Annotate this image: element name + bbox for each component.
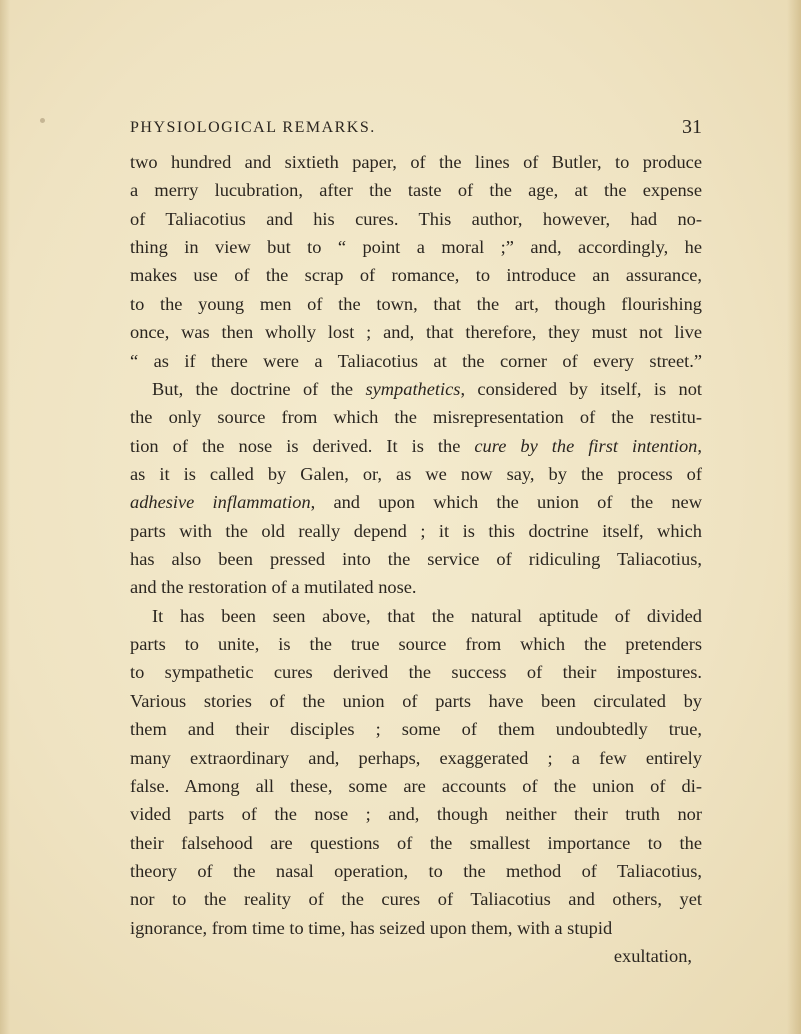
text-run: But, the doctrine of the (152, 378, 366, 399)
text-run: two hundred and sixtieth paper, of the lines of Butler, to produce (130, 152, 702, 172)
text-run: once, was then wholly lost ; and, that therefore, they must not live (130, 322, 702, 343)
running-head-title: PHYSIOLOGICAL REMARKS. (130, 119, 376, 136)
text-run: , (697, 435, 702, 456)
text-line (130, 375, 702, 403)
text-line (130, 630, 702, 658)
text-run: as it is called by Galen, or, as we now say, by the process of (130, 463, 702, 484)
text-run: “ as if there were a Taliacotius at the corner of every street.” (130, 350, 702, 371)
text-run: a merry lucubration, after the taste of the age, at the expense (130, 180, 702, 201)
text-line (130, 885, 702, 913)
text-run: ignorance, from time to time, has seized upon them, with a stupid (130, 917, 613, 938)
text-line (130, 148, 702, 176)
text-run: their falsehood are questions of the smallest importance to the (130, 832, 702, 853)
text-run: to sympathetic cures derived the success of their impostures. (130, 662, 702, 683)
text-run: , and upon which the union of the new (310, 492, 702, 513)
italic-phrase: sympathetics (365, 378, 461, 399)
text-line (130, 290, 702, 318)
text-run: theory of the nasal operation, to the method of Taliacotius, (130, 860, 702, 881)
text-line (130, 403, 702, 431)
text-line (130, 460, 702, 488)
text-line (130, 432, 702, 460)
text-run: parts to unite, is the true source from which the pretenders (130, 634, 702, 655)
text-run: makes use of the scrap of romance, to introduce an assurance, (130, 265, 702, 286)
italic-phrase: adhesive inflammation (130, 492, 311, 513)
text-line (130, 347, 702, 375)
text-run: false. Among all these, some are accounts of the union of di- (130, 775, 702, 796)
text-line (130, 800, 702, 828)
text-run: Various stories of the union of parts have been circulated by (130, 690, 702, 711)
text-line (130, 176, 702, 204)
text-line (130, 914, 702, 942)
text-line (130, 488, 702, 516)
text-run: parts with the old really depend ; it is this doctrine itself, which (130, 520, 702, 541)
italic-phrase: cure by the first intention (474, 435, 698, 456)
text-line (130, 829, 702, 857)
text-line (130, 744, 702, 772)
page-left-edge-shadow (0, 0, 10, 1034)
catchword: exultation, (613, 946, 692, 967)
text-run: thing in view but to “ point a moral ;” and, accordingly, he (130, 237, 702, 258)
text-line (130, 233, 702, 261)
text-run: and the restoration of a mutilated nose. (130, 577, 417, 598)
page-right-edge-shadow (787, 0, 801, 1034)
text-line (130, 318, 702, 346)
text-run: vided parts of the nose ; and, though neither their truth nor (130, 804, 702, 825)
text-run: tion of the nose is derived. It is the (130, 435, 475, 456)
text-line (130, 573, 702, 601)
text-line (130, 205, 702, 233)
text-run: many extraordinary and, perhaps, exaggerated ; a few entirely (130, 747, 702, 768)
text-run: , considered by itself, is not (460, 378, 702, 399)
text-run: nor to the reality of the cures of Taliacotius and others, yet (130, 889, 702, 910)
text-line (130, 687, 702, 715)
text-run: of Taliacotius and his cures. This author, however, had no- (130, 208, 702, 229)
text-line (130, 715, 702, 743)
text-line (130, 857, 702, 885)
text-line (130, 261, 702, 289)
text-run: the only source from which the misrepresentation of the restitu- (130, 407, 702, 428)
text-run: It has been seen above, that the natural aptitude of divided (152, 605, 702, 626)
running-head (130, 116, 702, 142)
text-line (130, 658, 702, 686)
text-line (130, 602, 702, 630)
text-line (130, 517, 702, 545)
body-text (130, 148, 702, 970)
text-line (130, 545, 702, 573)
page-number: 31 (682, 116, 702, 138)
text-run: them and their disciples ; some of them undoubtedly true, (130, 719, 702, 740)
text-line (130, 772, 702, 800)
paper-spot-mark (40, 118, 45, 123)
text-run: has also been pressed into the service of ridiculing Taliacotius, (130, 549, 702, 570)
text-run: to the young men of the town, that the art, though flourishing (130, 293, 702, 314)
